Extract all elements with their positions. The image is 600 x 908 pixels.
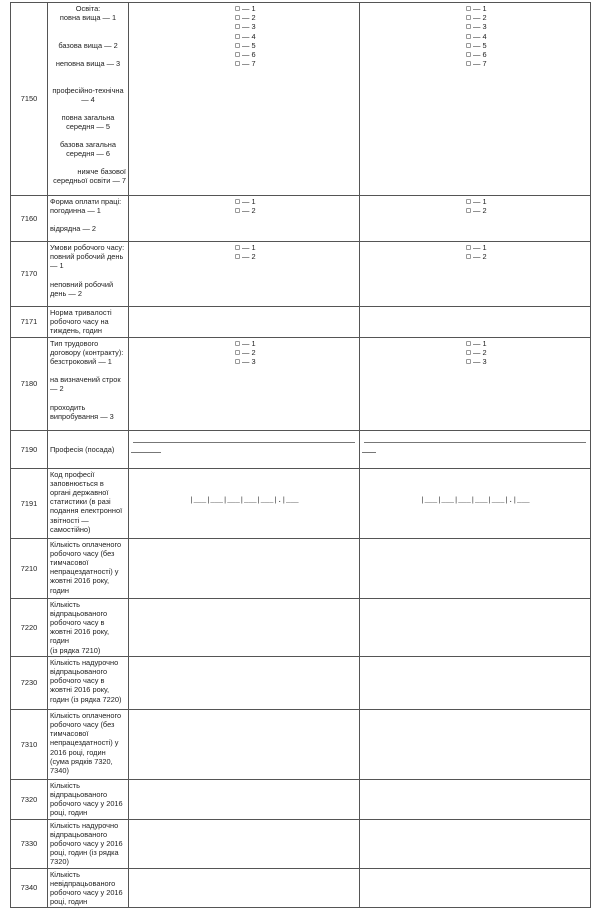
option-checkbox[interactable]: — 3 bbox=[466, 357, 590, 366]
label-option-1: повна вища — 1 bbox=[59, 13, 117, 23]
checkbox-icon[interactable] bbox=[235, 208, 240, 213]
option-checkbox[interactable]: — 6 bbox=[466, 50, 590, 59]
answer-field[interactable] bbox=[360, 868, 591, 908]
answer-field[interactable] bbox=[129, 709, 360, 779]
row-code: 7320 bbox=[11, 779, 48, 819]
checkbox-icon[interactable] bbox=[466, 61, 471, 66]
profession-code-field[interactable]: |___|___|___|___|___|.|___ bbox=[129, 468, 360, 538]
option-checkbox[interactable]: — 2 bbox=[466, 206, 590, 215]
checkbox-icon[interactable] bbox=[466, 6, 471, 11]
checkbox-icon[interactable] bbox=[466, 208, 471, 213]
option-checkbox[interactable]: — 1 bbox=[466, 243, 590, 252]
answer-field[interactable] bbox=[360, 538, 591, 598]
answer-field[interactable] bbox=[360, 598, 591, 656]
checkbox-icon[interactable] bbox=[235, 350, 240, 355]
row-7330 bbox=[11, 819, 591, 868]
worked-hours-year-label: Кількість відпрацьованого робочого часу у 2016 році, годин bbox=[48, 779, 129, 819]
row-7310 bbox=[11, 709, 591, 779]
checkbox-icon[interactable] bbox=[235, 15, 240, 20]
option-checkbox[interactable]: — 3 bbox=[466, 22, 590, 31]
row-7171 bbox=[11, 307, 591, 338]
checkbox-icon[interactable] bbox=[466, 245, 471, 250]
option-checkbox[interactable]: — 2 bbox=[235, 348, 359, 357]
answer-field[interactable] bbox=[129, 538, 360, 598]
checkbox-icon[interactable] bbox=[466, 34, 471, 39]
answer-field[interactable] bbox=[360, 779, 591, 819]
checkbox-icon[interactable] bbox=[235, 52, 240, 57]
option-checkbox[interactable]: — 2 bbox=[466, 13, 590, 22]
option-checkbox[interactable]: — 1 bbox=[466, 339, 590, 348]
label-option-2: базова вища — 2 bbox=[58, 41, 118, 50]
row-7230 bbox=[11, 656, 591, 709]
checkbox-icon[interactable] bbox=[466, 350, 471, 355]
answer-column-1 bbox=[129, 196, 360, 242]
option-checkbox[interactable]: — 6 bbox=[235, 50, 359, 59]
row-7320 bbox=[11, 779, 591, 819]
checkbox-icon[interactable] bbox=[235, 34, 240, 39]
option-checkbox[interactable]: — 1 bbox=[235, 4, 359, 13]
checkbox-icon[interactable] bbox=[466, 254, 471, 259]
profession-code-label: Код професії заповнюється в органі державної статистики (в разі подання електронної звітності — самостійно) bbox=[48, 468, 129, 538]
label-option-3: неповна вища — 3 bbox=[55, 59, 121, 68]
answer-column-2 bbox=[360, 3, 591, 196]
overtime-hours-year-label: Кількість надурочно відпрацьованого робочого часу у 2016 році, годин (із рядка 7320) bbox=[48, 819, 129, 868]
label-option-7: нижче базової середньої освіти — 7 bbox=[53, 167, 126, 186]
checkbox-icon[interactable] bbox=[466, 15, 471, 20]
row-code: 7310 bbox=[11, 709, 48, 779]
option-checkbox[interactable]: — 2 bbox=[235, 252, 359, 261]
answer-field[interactable] bbox=[129, 868, 360, 908]
row-7340 bbox=[11, 868, 591, 908]
checkbox-icon[interactable] bbox=[235, 199, 240, 204]
employee-form-table bbox=[10, 2, 591, 908]
answer-field[interactable] bbox=[360, 819, 591, 868]
option-checkbox[interactable]: — 7 bbox=[235, 59, 359, 68]
row-code: 7150 bbox=[11, 3, 48, 196]
answer-field[interactable] bbox=[360, 656, 591, 709]
checkbox-icon[interactable] bbox=[235, 254, 240, 259]
row-7210 bbox=[11, 538, 591, 598]
paid-hours-year-label: Кількість оплаченого робочого часу (без тимчасової непрацездатності) у 2016 році, годин (сума рядків 7320, 7340) bbox=[48, 709, 129, 779]
option-checkbox[interactable]: — 3 bbox=[235, 357, 359, 366]
option-checkbox[interactable]: — 3 bbox=[235, 22, 359, 31]
checkbox-icon[interactable] bbox=[466, 199, 471, 204]
row-code: 7171 bbox=[11, 307, 48, 338]
answer-column-1 bbox=[129, 337, 360, 430]
profession-code-field[interactable]: |___|___|___|___|___|.|___ bbox=[360, 468, 591, 538]
option-checkbox[interactable]: — 2 bbox=[466, 348, 590, 357]
option-checkbox[interactable]: — 1 bbox=[235, 243, 359, 252]
worked-hours-oct-label: Кількість відпрацьованого робочого часу в жовтні 2016 року, годин (із рядка 7210) bbox=[48, 598, 129, 656]
answer-column-1 bbox=[129, 242, 360, 307]
label-option-4: професійно-технічна — 4 bbox=[52, 86, 124, 105]
row-7150 bbox=[11, 3, 591, 196]
checkbox-icon[interactable] bbox=[466, 359, 471, 364]
option-checkbox[interactable]: — 1 bbox=[466, 197, 590, 206]
row-code: 7191 bbox=[11, 468, 48, 538]
row-code: 7160 bbox=[11, 196, 48, 242]
option-checkbox[interactable]: — 1 bbox=[235, 339, 359, 348]
label-option-6: базова загальна середня — 6 bbox=[59, 140, 116, 159]
unworked-hours-year-label: Кількість невідпрацьованого робочого часу у 2016 році, годин bbox=[48, 868, 129, 908]
label-option-5: повна загальна середня — 5 bbox=[61, 113, 115, 132]
answer-field[interactable] bbox=[360, 307, 591, 338]
answer-field[interactable] bbox=[129, 819, 360, 868]
option-checkbox[interactable]: — 2 bbox=[466, 252, 590, 261]
answer-column-2 bbox=[360, 242, 591, 307]
checkbox-icon[interactable] bbox=[235, 61, 240, 66]
weekly-norm-label: Норма тривалості робочого часу на тиждень, годин bbox=[48, 307, 129, 338]
profession-label: Професія (посада) bbox=[48, 430, 129, 468]
checkbox-icon[interactable] bbox=[235, 341, 240, 346]
option-checkbox[interactable]: — 7 bbox=[466, 59, 590, 68]
checkbox-icon[interactable] bbox=[235, 6, 240, 11]
answer-field[interactable] bbox=[129, 656, 360, 709]
answer-column-1 bbox=[129, 3, 360, 196]
row-7220 bbox=[11, 598, 591, 656]
overtime-hours-oct-label: Кількість надурочно відпрацьованого робочого часу в жовтні 2016 року, годин (із рядка 7220) bbox=[48, 656, 129, 709]
row-code: 7340 bbox=[11, 868, 48, 908]
checkbox-icon[interactable] bbox=[466, 24, 471, 29]
answer-field[interactable] bbox=[129, 779, 360, 819]
option-checkbox[interactable]: — 4 bbox=[466, 32, 590, 41]
checkbox-icon[interactable] bbox=[235, 359, 240, 364]
checkbox-icon[interactable] bbox=[235, 245, 240, 250]
label-title: Освіта: bbox=[75, 4, 101, 13]
checkbox-icon[interactable] bbox=[235, 24, 240, 29]
row-7180 bbox=[11, 337, 591, 430]
row-7190 bbox=[11, 430, 591, 468]
profession-input[interactable] bbox=[360, 430, 591, 468]
row-code: 7170 bbox=[11, 242, 48, 307]
checkbox-icon[interactable] bbox=[466, 43, 471, 48]
row-code: 7190 bbox=[11, 430, 48, 468]
option-checkbox[interactable]: — 5 bbox=[466, 41, 590, 50]
answer-column-2 bbox=[360, 337, 591, 430]
pay-form-label: Форма оплати праці: погодинна — 1 відрядна — 2 bbox=[48, 196, 129, 242]
option-checkbox[interactable]: — 5 bbox=[235, 41, 359, 50]
work-time-label: Умови робочого часу: повний робочий день — 1 неповний робочий день — 2 bbox=[48, 242, 129, 307]
education-label bbox=[48, 3, 129, 196]
profession-input[interactable] bbox=[129, 430, 360, 468]
row-code: 7330 bbox=[11, 819, 48, 868]
row-7170 bbox=[11, 242, 591, 307]
checkbox-icon[interactable] bbox=[235, 43, 240, 48]
answer-field[interactable] bbox=[360, 709, 591, 779]
row-7191 bbox=[11, 468, 591, 538]
row-code: 7210 bbox=[11, 538, 48, 598]
option-checkbox[interactable]: — 1 bbox=[466, 4, 590, 13]
row-code: 7180 bbox=[11, 337, 48, 430]
option-checkbox[interactable]: — 2 bbox=[235, 206, 359, 215]
checkbox-icon[interactable] bbox=[466, 341, 471, 346]
answer-field[interactable] bbox=[129, 598, 360, 656]
row-code: 7220 bbox=[11, 598, 48, 656]
row-code: 7230 bbox=[11, 656, 48, 709]
option-checkbox[interactable]: — 4 bbox=[235, 32, 359, 41]
option-checkbox[interactable]: — 1 bbox=[235, 197, 359, 206]
row-7160 bbox=[11, 196, 591, 242]
option-checkbox[interactable]: — 2 bbox=[235, 13, 359, 22]
answer-column-2 bbox=[360, 196, 591, 242]
paid-hours-oct-label: Кількість оплаченого робочого часу (без тимчасової непрацездатності) у жовтні 2016 року, годин bbox=[48, 538, 129, 598]
answer-field[interactable] bbox=[129, 307, 360, 338]
contract-type-label: Тип трудового договору (контракту): безстроковий — 1 на визначений строк — 2 проходить випробування — 3 bbox=[48, 337, 129, 430]
checkbox-icon[interactable] bbox=[466, 52, 471, 57]
